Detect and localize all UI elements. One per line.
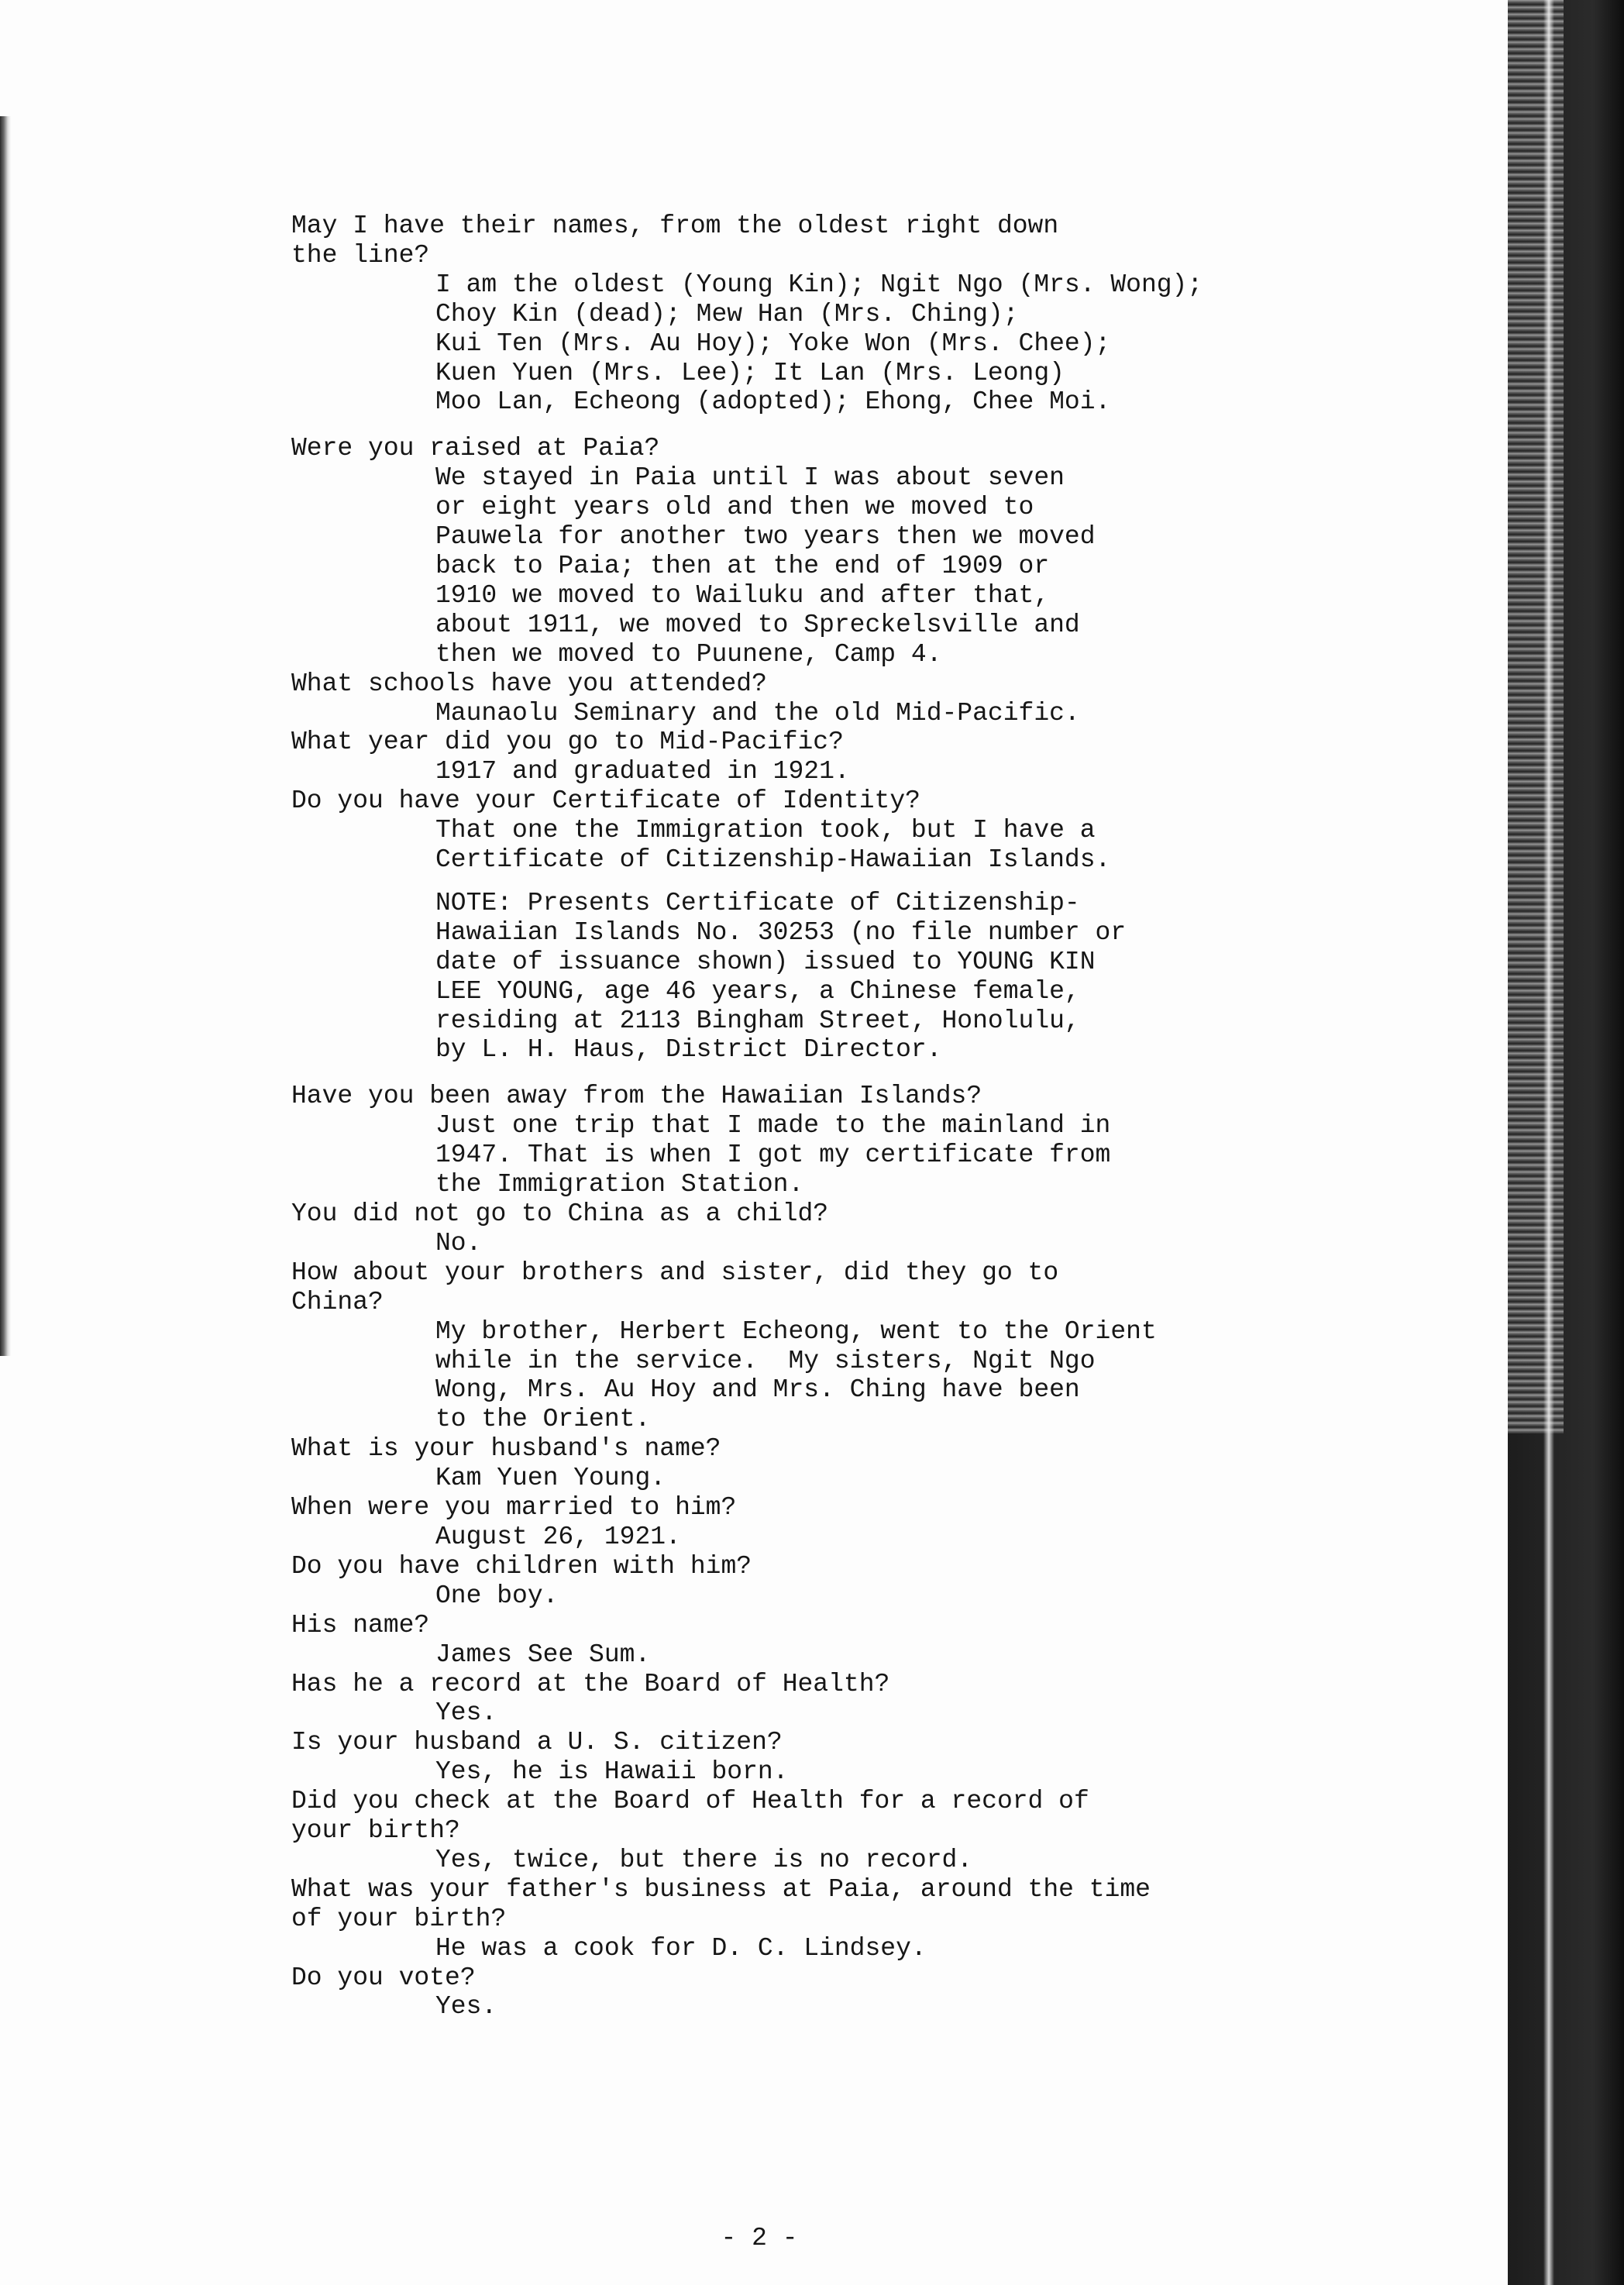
question: You did not go to China as a child? bbox=[291, 1199, 829, 1228]
answer: One boy. bbox=[435, 1581, 559, 1610]
scan-edge-texture bbox=[1508, 0, 1564, 1433]
answer: Kam Yuen Young. bbox=[435, 1464, 666, 1493]
answer: Yes. bbox=[435, 1992, 497, 2022]
question: Have you been away from the Hawaiian Islands? bbox=[291, 1082, 982, 1111]
transcript-body bbox=[291, 212, 1376, 2022]
question: What schools have you attended? bbox=[291, 669, 767, 698]
note-block: NOTE: Presents Certificate of Citizenship- Hawaiian Islands No. 30253 (no file number or date of issuance shown) issued to YOUNG KIN LEE YOUNG, age 46 years, a Chinese female, residing at 2113 Bingham Street, Honolulu, by L. H. Haus, District Director. bbox=[435, 888, 1127, 1065]
answer: 1917 and graduated in 1921. bbox=[435, 757, 850, 786]
answer: I am the oldest (Young Kin); Ngit Ngo (Mrs. Wong); Choy Kin (dead); Mew Han (Mrs. Ching); Kui Ten (Mrs. Au Hoy); Yoke Won (Mrs. Chee); Kuen Yuen (Mrs. Lee); It Lan (Mrs. Leong) Moo Lan, Echeong (adopted); Ehong, Chee Moi. bbox=[435, 270, 1203, 417]
answer: Yes, twice, but there is no record. bbox=[435, 1845, 973, 1874]
question: What is your husband's name? bbox=[291, 1434, 721, 1464]
question: Do you have your Certificate of Identity? bbox=[291, 786, 920, 816]
answer: We stayed in Paia until I was about seven or eight years old and then we moved to Pauwela for another two years then we moved back to Paia; then at the end of 1909 or 1910 we moved to Wailuku and after that, about 1911, we moved to Spreckelsville and then we moved to Puunene, Camp 4. bbox=[435, 463, 1096, 669]
question: Do you vote? bbox=[291, 1963, 476, 1992]
answer: My brother, Herbert Echeong, went to the Orient while in the service. My sisters, Ngit Ngo Wong, Mrs. Au Hoy and Mrs. Ching have been to the Orient. bbox=[435, 1316, 1157, 1434]
answer: No. bbox=[435, 1228, 482, 1258]
answer: Yes. bbox=[435, 1698, 497, 1728]
question: How about your brothers and sister, did they go to China? bbox=[291, 1258, 1059, 1316]
scan-edge-left bbox=[0, 116, 11, 1356]
question: Is your husband a U. S. citizen? bbox=[291, 1728, 783, 1757]
question: When were you married to him? bbox=[291, 1493, 737, 1523]
answer: That one the Immigration took, but I have a Certificate of Citizenship-Hawaiian Islands. bbox=[435, 816, 1111, 875]
answer: Maunaolu Seminary and the old Mid-Pacific. bbox=[435, 698, 1080, 728]
question: Do you have children with him? bbox=[291, 1551, 752, 1581]
question: Has he a record at the Board of Health? bbox=[291, 1669, 890, 1698]
answer: He was a cook for D. C. Lindsey. bbox=[435, 1933, 927, 1963]
question: May I have their names, from the oldest right down the line? bbox=[291, 212, 1059, 270]
answer: August 26, 1921. bbox=[435, 1522, 681, 1551]
answer: James See Sum. bbox=[435, 1640, 651, 1669]
question: Did you check at the Board of Health for a record of your birth? bbox=[291, 1787, 1089, 1846]
question: What year did you go to Mid-Pacific? bbox=[291, 728, 844, 757]
scan-edge-highlight bbox=[1543, 0, 1554, 2285]
answer: Just one trip that I made to the mainland in 1947. That is when I got my certificate from the Immigration Station. bbox=[435, 1111, 1111, 1199]
page-number: - 2 - bbox=[721, 2224, 798, 2252]
answer: Yes, he is Hawaii born. bbox=[435, 1757, 789, 1787]
question: His name? bbox=[291, 1610, 430, 1640]
question: Were you raised at Paia? bbox=[291, 434, 660, 463]
question: What was your father's business at Paia, around the time of your birth? bbox=[291, 1874, 1151, 1933]
